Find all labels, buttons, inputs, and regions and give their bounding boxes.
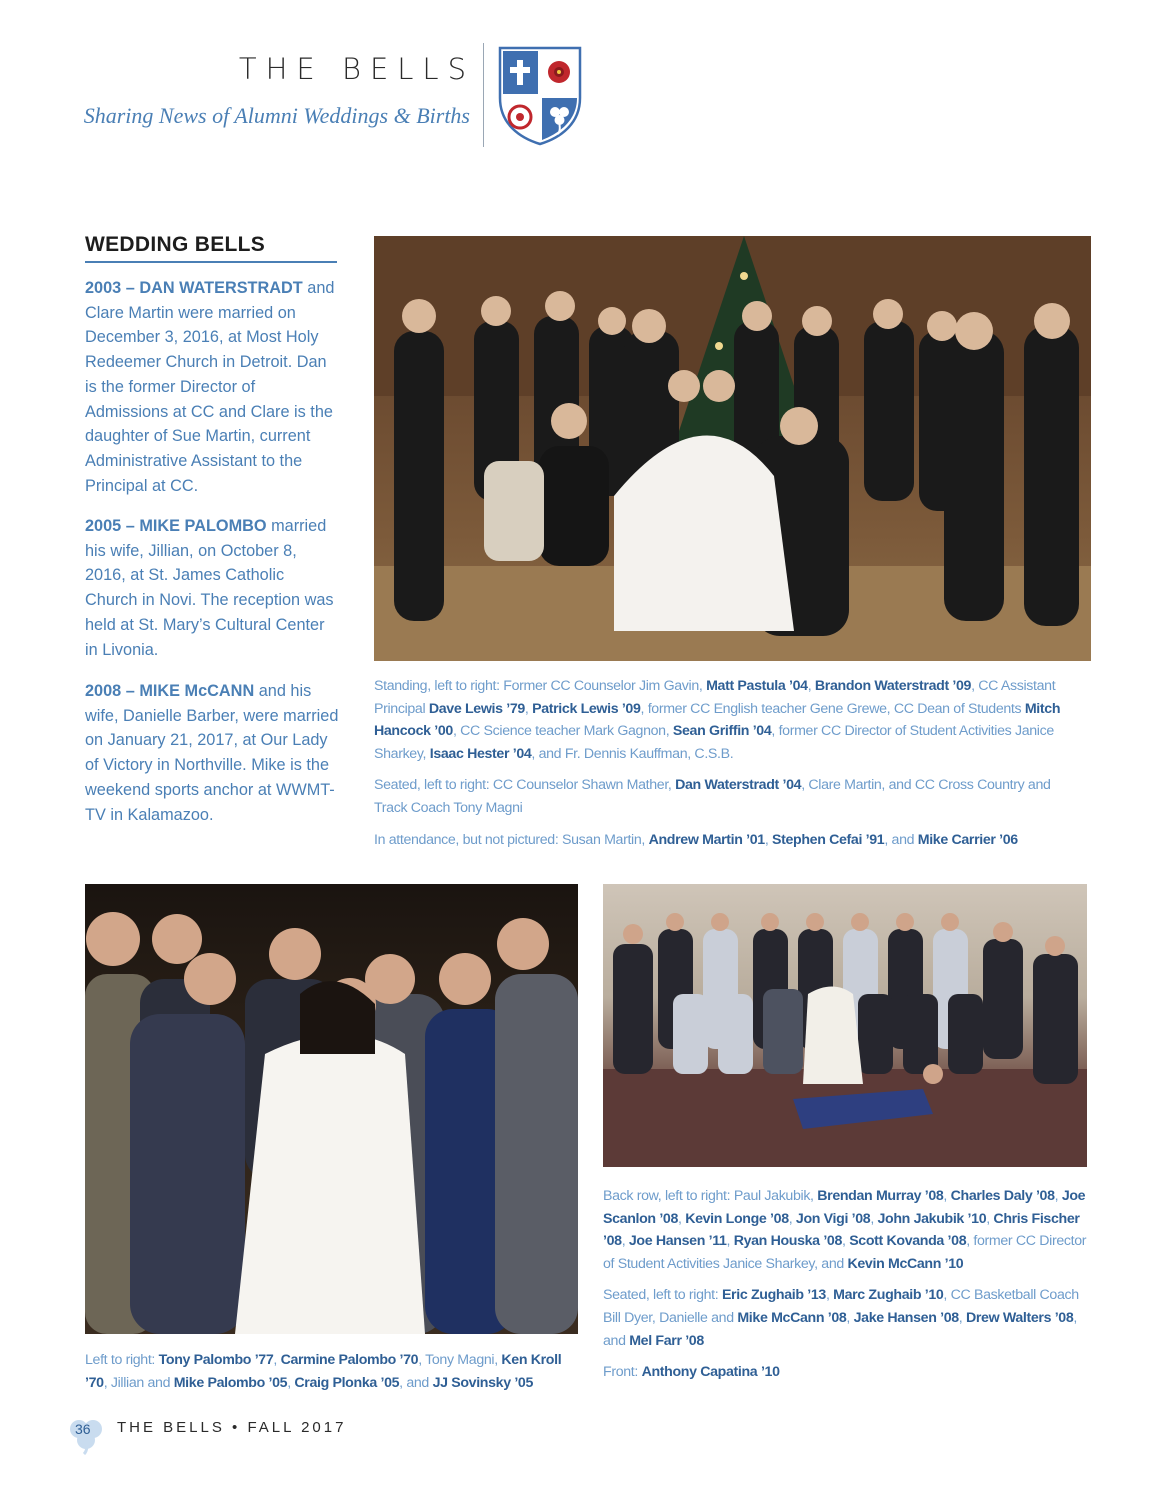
caption-text: , bbox=[287, 1374, 295, 1391]
caption-name: Chris Fischer ’08 bbox=[603, 1210, 1080, 1250]
caption-name: Kevin McCann ’10 bbox=[847, 1255, 964, 1272]
caption-text: , and bbox=[399, 1374, 433, 1391]
caption-name: Scott Kovanda ’08 bbox=[849, 1233, 967, 1250]
caption-name: Drew Walters ’08 bbox=[965, 1309, 1074, 1326]
caption-name: Brendan Murray ’08 bbox=[817, 1188, 944, 1204]
caption-front bbox=[603, 1361, 1093, 1384]
caption-name: Dan Waterstradt ’04 bbox=[675, 777, 802, 794]
entry-lead: 2005 – MIKE PALOMBO bbox=[85, 517, 267, 535]
entry-lead: 2008 – MIKE McCANN bbox=[85, 682, 255, 700]
caption-name: Andrew Martin ’01 bbox=[648, 831, 765, 848]
caption-text: , former CC English teacher Gene Grewe, CC Dean of Students bbox=[640, 700, 1025, 717]
caption-text: , Tony Magni, bbox=[418, 1352, 502, 1368]
caption-name: Patrick Lewis ’09 bbox=[532, 700, 641, 717]
school-crest-icon bbox=[498, 46, 582, 146]
caption-text: , bbox=[986, 1210, 994, 1227]
masthead-subtitle: Sharing News of Alumni Weddings & Births bbox=[83, 103, 470, 128]
entry-text: and his wife, Danielle Barber, were married on January 21, 2017, at Our Lady of Victory in Northville. Mike is the weekend sports anchor at WWMT-TV in Kalamazoo. bbox=[85, 682, 339, 824]
caption-text: , bbox=[842, 1233, 850, 1250]
caption-text: , bbox=[621, 1233, 629, 1250]
wedding-entry-palombo bbox=[85, 514, 340, 662]
caption-name: Marc Zughaib ’10 bbox=[833, 1287, 944, 1304]
caption-text: , bbox=[943, 1188, 951, 1204]
main-photo-caption bbox=[374, 675, 1074, 851]
caption-name: Mike Palombo ’05 bbox=[173, 1374, 288, 1391]
waterstradt-wedding-photo bbox=[374, 236, 1091, 661]
caption-name: Matt Pastula ’04 bbox=[706, 678, 808, 694]
caption-name: Tony Palombo ’77 bbox=[158, 1352, 274, 1368]
photo-illustration bbox=[85, 884, 578, 1334]
caption-text: , bbox=[524, 700, 533, 717]
caption-name: Eric Zughaib ’13 bbox=[721, 1287, 826, 1304]
entry-lead: 2003 – DAN WATERSTRADT bbox=[85, 279, 303, 297]
caption-name: Anthony Capatina ’10 bbox=[641, 1364, 780, 1381]
caption-standing bbox=[374, 675, 1074, 765]
masthead-divider bbox=[483, 43, 484, 147]
caption-text: , CC Science teacher Mark Gagnon, bbox=[452, 723, 673, 740]
caption-text: , bbox=[1054, 1188, 1062, 1204]
caption-text: , bbox=[870, 1210, 878, 1227]
caption-text: , bbox=[788, 1210, 796, 1227]
caption-name: Carmine Palombo ’70 bbox=[280, 1352, 419, 1368]
masthead-title: THE BELLS bbox=[238, 52, 475, 86]
caption-name: Isaac Hester ’04 bbox=[429, 745, 532, 762]
caption-name: Ken Kroll ’70 bbox=[85, 1352, 562, 1391]
caption-attendance bbox=[374, 829, 1074, 852]
caption-text: Back row, left to right: Paul Jakubik, bbox=[603, 1188, 818, 1204]
caption-name: Kevin Longe ’08 bbox=[685, 1210, 789, 1227]
page-number: 36 bbox=[75, 1421, 91, 1437]
caption-name: Craig Plonka ’05 bbox=[294, 1374, 400, 1391]
palombo-wedding-photo bbox=[85, 884, 578, 1334]
caption-name: Sean Griffin ’04 bbox=[672, 723, 772, 740]
caption-name: Brandon Waterstradt ’09 bbox=[814, 678, 972, 694]
caption-text: , bbox=[825, 1287, 834, 1304]
caption-name: Ryan Houska ’08 bbox=[733, 1233, 842, 1250]
wedding-entry-waterstradt bbox=[85, 276, 340, 498]
caption-text: , bbox=[273, 1352, 281, 1368]
caption-name: JJ Sovinsky ’05 bbox=[432, 1374, 534, 1391]
caption-name: Jake Hansen ’08 bbox=[853, 1309, 959, 1326]
caption-text: , CC Assistant Principal bbox=[374, 678, 1056, 717]
caption-text: Seated, left to right: CC Counselor Shawn Mather, bbox=[374, 777, 676, 794]
caption-text: Standing, left to right: Former CC Counselor Jim Gavin, bbox=[374, 678, 707, 694]
caption-name: Stephen Cefai ’91 bbox=[772, 831, 885, 848]
caption-name: Charles Daly ’08 bbox=[950, 1188, 1055, 1204]
caption-text: In attendance, but not pictured: Susan Martin, bbox=[374, 831, 649, 848]
caption-text: , bbox=[807, 678, 815, 694]
entry-text: married his wife, Jillian, on October 8, 2016, at St. James Catholic Church in Novi. The reception was held at St. Mary’s Cultural Center in Livonia. bbox=[85, 517, 334, 659]
right-photo-caption bbox=[603, 1185, 1093, 1384]
caption-left-to-right bbox=[85, 1349, 578, 1394]
caption-name: Jon Vigi ’08 bbox=[795, 1210, 871, 1227]
caption-text: , former CC Director of Student Activities Janice Sharkey, bbox=[374, 723, 1054, 762]
caption-name: Joe Hansen ’11 bbox=[628, 1233, 727, 1250]
caption-text: , Clare Martin, and CC Cross Country and Track Coach Tony Magni bbox=[374, 777, 1051, 816]
caption-name: John Jakubik ’10 bbox=[877, 1210, 987, 1227]
caption-text: Seated, left to right: bbox=[603, 1287, 722, 1304]
caption-name: Mike Carrier ’06 bbox=[917, 831, 1018, 848]
caption-text: , bbox=[726, 1233, 734, 1250]
photo-illustration bbox=[603, 884, 1087, 1167]
caption-name: Mike McCann ’08 bbox=[737, 1309, 847, 1326]
caption-text: , Jillian and bbox=[103, 1374, 174, 1391]
caption-seated bbox=[374, 774, 1074, 819]
photo-illustration bbox=[374, 236, 1091, 661]
section-heading: WEDDING BELLS bbox=[85, 233, 337, 263]
mccann-wedding-photo bbox=[603, 884, 1087, 1167]
caption-text: , former CC Director of Student Activities Janice Sharkey, and bbox=[603, 1233, 1087, 1272]
caption-text: , and bbox=[884, 831, 918, 848]
caption-text: , bbox=[764, 831, 773, 848]
page-footer bbox=[66, 1415, 386, 1445]
caption-text: Front: bbox=[603, 1364, 642, 1381]
caption-text: , and Fr. Dennis Kauffman, C.S.B. bbox=[531, 745, 734, 762]
caption-text: , CC Basketball Coach Bill Dyer, Danielle and bbox=[603, 1287, 1079, 1326]
wedding-entry-mccann bbox=[85, 679, 340, 827]
caption-text: , and bbox=[603, 1309, 1077, 1349]
caption-seated bbox=[603, 1284, 1093, 1352]
footer-publication: THE BELLS • FALL 2017 bbox=[117, 1419, 347, 1436]
caption-text: , bbox=[846, 1309, 854, 1326]
caption-back-row bbox=[603, 1185, 1093, 1275]
caption-text: Left to right: bbox=[85, 1352, 159, 1368]
caption-text: , bbox=[678, 1210, 686, 1227]
caption-name: Mitch Hancock ’00 bbox=[374, 700, 1061, 740]
caption-name: Dave Lewis ’79 bbox=[428, 700, 525, 717]
entry-text: and Clare Martin were married on December 3, 2016, at Most Holy Redeemer Church in Detroit. Dan is the former Director of Admissions at CC and Clare is the daughter of Sue Martin, current Administrative Assistant to the Principal at CC. bbox=[85, 279, 335, 495]
caption-name: Mel Farr ’08 bbox=[629, 1332, 704, 1349]
caption-text: , bbox=[958, 1309, 966, 1326]
caption-name: Joe Scanlon ’08 bbox=[603, 1188, 1086, 1227]
left-photo-caption bbox=[85, 1349, 578, 1394]
